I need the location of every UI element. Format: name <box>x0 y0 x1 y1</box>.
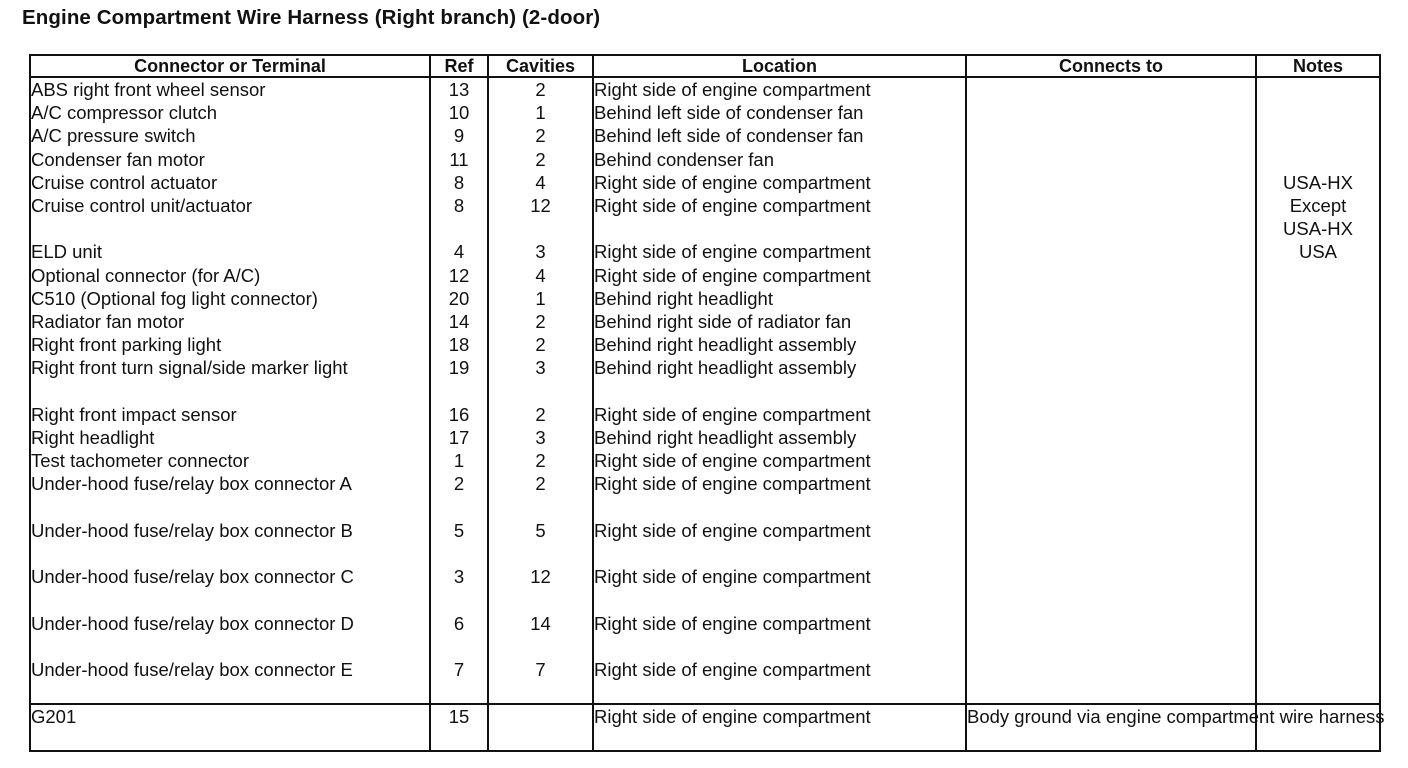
ref-cell: 16 <box>430 403 488 426</box>
location-cell: Right side of engine compartment <box>593 658 966 704</box>
note-text: Except <box>1289 195 1347 216</box>
cavities-cell: 2 <box>488 449 593 472</box>
cavities-cell: 5 <box>488 519 593 565</box>
ref-cell: 8 <box>430 171 488 194</box>
connector-cell: Condenser fan motor <box>30 148 430 171</box>
connector-cell: A/C compressor clutch <box>30 101 430 124</box>
connector-cell: ELD unit <box>30 240 430 263</box>
ref-cell: 11 <box>430 148 488 171</box>
header-notes: Notes <box>1256 55 1380 77</box>
ref-cell: 15 <box>430 704 488 750</box>
connector-cell: A/C pressure switch <box>30 124 430 147</box>
cavities-cell: 2 <box>488 77 593 101</box>
connector-cell: Optional connector (for A/C) <box>30 264 430 287</box>
cavities-cell: 4 <box>488 171 593 194</box>
cavities-cell: 14 <box>488 612 593 658</box>
connector-cell: Under-hood fuse/relay box connector E <box>30 658 430 704</box>
connector-cell: Under-hood fuse/relay box connector B <box>30 519 430 565</box>
location-cell: Right side of engine compartment <box>593 264 966 287</box>
connects-to-cell: Body ground via engine compartment wire harness <box>966 704 1256 750</box>
header-connector: Connector or Terminal <box>30 55 430 77</box>
cavities-cell: 3 <box>488 240 593 263</box>
wire-harness-table <box>29 54 1385 752</box>
ref-cell: 6 <box>430 612 488 658</box>
cavities-cell: 12 <box>488 194 593 240</box>
cavities-cell: 2 <box>488 333 593 356</box>
cavities-cell: 1 <box>488 287 593 310</box>
ref-cell: 9 <box>430 124 488 147</box>
connector-cell: Cruise control actuator <box>30 171 430 194</box>
connector-cell: Right front turn signal/side marker light <box>30 356 430 402</box>
connector-cell: Under-hood fuse/relay box connector D <box>30 612 430 658</box>
location-cell: Right side of engine compartment <box>593 449 966 472</box>
ref-cell: 18 <box>430 333 488 356</box>
location-cell: Behind right headlight assembly <box>593 426 966 449</box>
connector-cell: C510 (Optional fog light connector) <box>30 287 430 310</box>
note-text: USA <box>1298 241 1338 263</box>
cavities-cell: 12 <box>488 565 593 611</box>
location-cell: Right side of engine compartment <box>593 194 966 240</box>
location-cell: Right side of engine compartment <box>593 171 966 194</box>
header-ref: Ref <box>430 55 488 77</box>
connector-cell: G201 <box>30 704 430 750</box>
note-text: USA-HX <box>1283 218 1353 240</box>
location-cell: Behind right headlight assembly <box>593 333 966 356</box>
ref-cell: 2 <box>430 472 488 518</box>
connector-cell: Right front impact sensor <box>30 403 430 426</box>
table-body <box>30 77 1385 751</box>
location-cell: Behind right headlight assembly <box>593 356 966 402</box>
ref-cell: 10 <box>430 101 488 124</box>
location-cell: Behind condenser fan <box>593 148 966 171</box>
location-cell: Right side of engine compartment <box>593 704 966 750</box>
connector-cell: ABS right front wheel sensor <box>30 77 430 101</box>
location-cell: Right side of engine compartment <box>593 612 966 658</box>
header-cavities: Cavities <box>488 55 593 77</box>
location-cell: Right side of engine compartment <box>593 565 966 611</box>
location-cell: Right side of engine compartment <box>593 519 966 565</box>
ref-cell: 4 <box>430 240 488 263</box>
cavities-cell: 3 <box>488 426 593 449</box>
cavities-cell: 2 <box>488 403 593 426</box>
ref-cell: 20 <box>430 287 488 310</box>
ref-cell: 17 <box>430 426 488 449</box>
ref-cell: 13 <box>430 77 488 101</box>
location-cell: Behind right side of radiator fan <box>593 310 966 333</box>
connector-cell: Right headlight <box>30 426 430 449</box>
header-connects-to: Connects to <box>966 55 1256 77</box>
ref-cell: 8 <box>430 194 488 240</box>
connector-cell: Right front parking light <box>30 333 430 356</box>
cavities-cell <box>488 704 593 750</box>
ref-cell: 14 <box>430 310 488 333</box>
ref-cell: 7 <box>430 658 488 704</box>
ref-cell: 19 <box>430 356 488 402</box>
cavities-cell: 2 <box>488 124 593 147</box>
location-cell: Right side of engine compartment <box>593 240 966 263</box>
cavities-cell: 4 <box>488 264 593 287</box>
location-cell: Behind right headlight <box>593 287 966 310</box>
header-location: Location <box>593 55 966 77</box>
ground-row <box>30 704 1380 750</box>
connector-cell: Under-hood fuse/relay box connector A <box>30 472 430 518</box>
location-cell: Right side of engine compartment <box>593 403 966 426</box>
location-cell: Behind left side of condenser fan <box>593 101 966 124</box>
location-cell: Right side of engine compartment <box>593 77 966 101</box>
connector-cell: Test tachometer connector <box>30 449 430 472</box>
cavities-cell: 2 <box>488 472 593 518</box>
table-header-row <box>30 55 1380 77</box>
ref-cell: 5 <box>430 519 488 565</box>
ref-cell: 12 <box>430 264 488 287</box>
table-row <box>30 77 1380 101</box>
connects-to-cell <box>966 77 1256 704</box>
connector-cell: Under-hood fuse/relay box connector C <box>30 565 430 611</box>
notes-cell <box>1256 77 1380 704</box>
ref-cell: 1 <box>430 449 488 472</box>
connector-cell: Radiator fan motor <box>30 310 430 333</box>
location-cell: Right side of engine compartment <box>593 472 966 518</box>
cavities-cell: 2 <box>488 310 593 333</box>
cavities-cell: 2 <box>488 148 593 171</box>
ref-cell: 3 <box>430 565 488 611</box>
page-title: Engine Compartment Wire Harness (Right branch) (2-door) <box>22 6 601 29</box>
cavities-cell: 1 <box>488 101 593 124</box>
location-cell: Behind left side of condenser fan <box>593 124 966 147</box>
note-text: USA-HX <box>1283 171 1353 193</box>
connector-cell: Cruise control unit/actuator <box>30 194 430 240</box>
cavities-cell: 7 <box>488 658 593 704</box>
cavities-cell: 3 <box>488 356 593 402</box>
